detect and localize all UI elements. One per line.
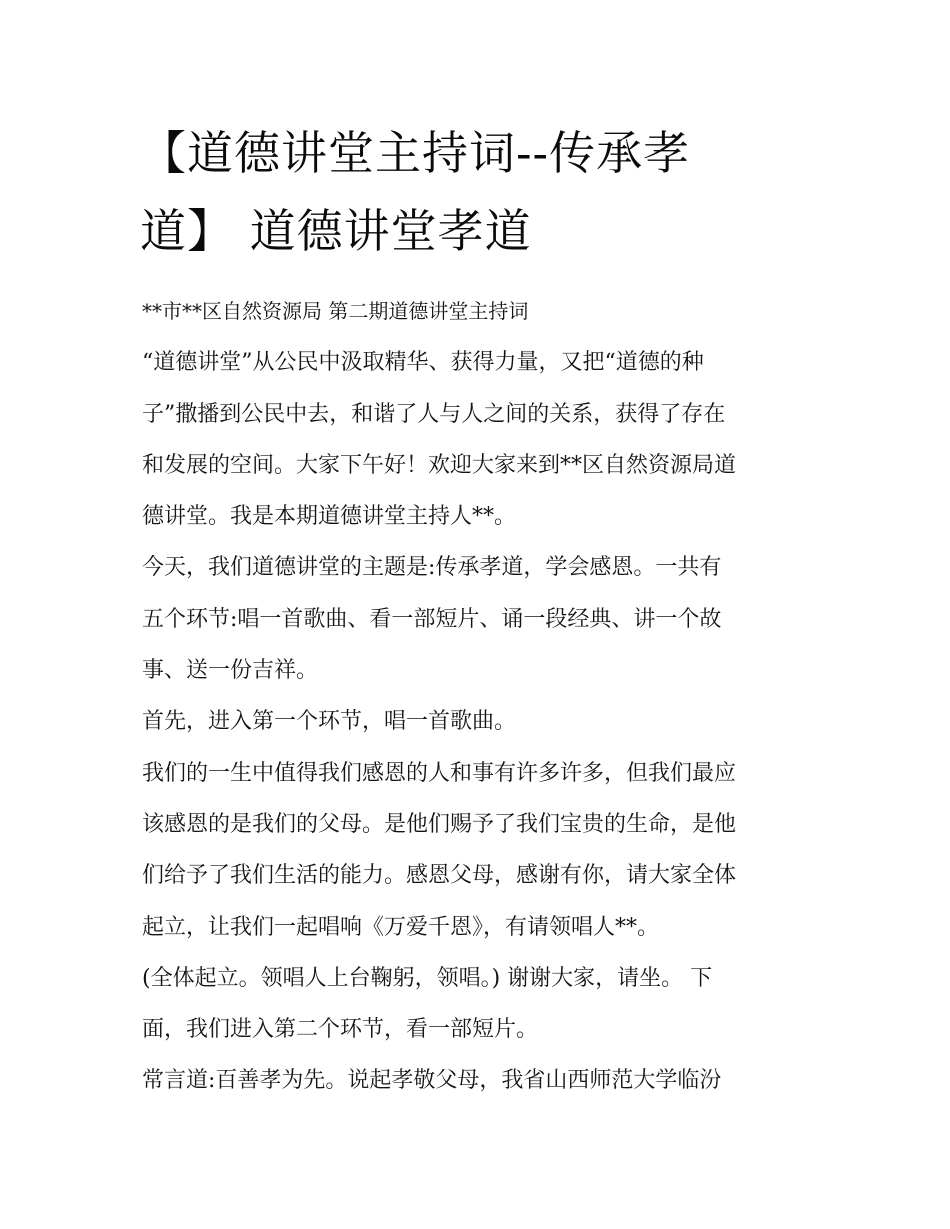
- paragraph-line: 首先，进入第一个环节，唱一首歌曲。: [142, 709, 517, 735]
- paragraph-line: “道德讲堂”从公民中汲取精华、获得力量，又把“道德的种: [142, 350, 704, 376]
- paragraph-line: 该感恩的是我们的父母。是他们赐予了我们宝贵的生命，是他: [142, 811, 737, 837]
- title-line-2: 道】 道德讲堂孝道: [140, 204, 532, 258]
- paragraph-line: 面，我们进入第二个环节，看一部短片。: [142, 1017, 539, 1043]
- paragraph-line: 子”撒播到公民中去，和谐了人与人之间的关系，获得了存在: [142, 401, 726, 427]
- document-subtitle: **市**区自然资源局 第二期道德讲堂主持词: [142, 299, 529, 323]
- paragraph-line: 起立，让我们一起唱响《万爱千恩》，有请领唱人**。: [142, 914, 660, 940]
- paragraph-line: 今天，我们道德讲堂的主题是:传承孝道，学会感恩。一共有: [142, 555, 722, 581]
- paragraph-line: 常言道:百善孝为先。说起孝敬父母，我省山西师范大学临汾: [142, 1068, 722, 1094]
- document-title: [140, 114, 780, 270]
- title-line-1: 【道德讲堂主持词--传承孝: [140, 126, 691, 180]
- paragraph-line: 们给予了我们生活的能力。感恩父母，感谢有你，请大家全体: [142, 863, 737, 889]
- paragraph-line: 事、送一份吉祥。: [142, 658, 319, 684]
- document-body: [142, 286, 822, 1107]
- paragraph-line: 五个环节:唱一首歌曲、看一部短片、诵一段经典、讲一个故: [142, 606, 722, 632]
- paragraph-line: 我们的一生中值得我们感恩的人和事有许多许多，但我们最应: [142, 760, 737, 786]
- paragraph-line: (全体起立。领唱人上台鞠躬，领唱。) 谢谢大家，请坐。 下: [142, 965, 713, 991]
- paragraph-line: 和发展的空间。大家下午好！欢迎大家来到**区自然资源局道: [142, 452, 737, 478]
- paragraph-line: 德讲堂。我是本期道德讲堂主持人**。: [142, 504, 517, 530]
